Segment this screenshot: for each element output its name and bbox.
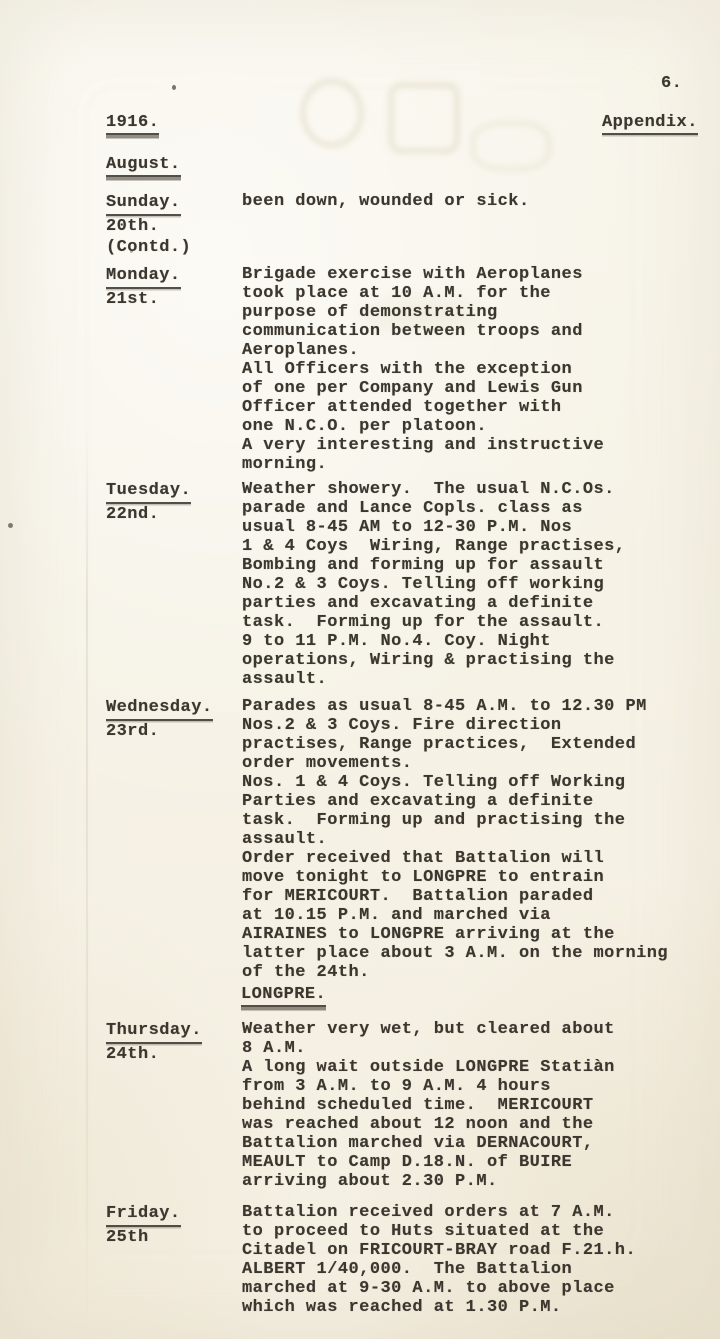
entry-line: usual 8-45 AM to 12-30 P.M. Nos [242, 518, 573, 537]
entry-date: 22nd. [106, 505, 160, 524]
entry-line: order movements. [242, 754, 413, 773]
entry-line: 8 A.M. [242, 1039, 306, 1058]
entry-line: communication between troops and [242, 322, 583, 341]
entry-line: one N.C.O. per platoon. [242, 417, 487, 436]
entry-date-label [106, 1203, 242, 1248]
entry-line: marched at 9-30 A.M. to above place [242, 1279, 615, 1298]
entry-line: assault. [242, 670, 328, 689]
entry-body [242, 1203, 712, 1317]
entry-line: AIRAINES to LONGPRE arriving at the [242, 925, 615, 944]
year-heading: 1916. [106, 113, 159, 135]
entry-line: of the 24th. [242, 963, 370, 982]
diary-entry-thursday-24th [106, 1020, 712, 1191]
location-subheading: LONGPRE. [241, 985, 326, 1007]
entry-day: Tuesday. [106, 480, 191, 504]
entry-day: Thursday. [106, 1020, 202, 1044]
page-number: 6. [661, 74, 683, 93]
entry-line: Parades as usual 8-45 A.M. to 12.30 PM [242, 697, 647, 716]
entry-line: been down, wounded or sick. [242, 192, 530, 211]
entry-line: took place at 10 A.M. for the [242, 284, 551, 303]
entry-date: 21st. [106, 290, 160, 309]
entry-line: Battalion marched via DERNACOURT, [242, 1134, 594, 1153]
ink-ghost-impression [388, 82, 460, 154]
fold-crease [86, 420, 88, 1339]
entry-line: task. Forming up and practising the [242, 811, 626, 830]
diary-entry-friday-25th [106, 1203, 712, 1317]
entry-line: morning. [242, 455, 328, 474]
entry-line: at 10.15 P.M. and marched via [242, 906, 551, 925]
entry-line: which was reached at 1.30 P.M. [242, 1298, 562, 1317]
entry-line: Weather showery. The usual N.C.Os. [242, 480, 615, 499]
entry-line: to proceed to Huts situated at the [242, 1222, 605, 1241]
entry-date-label [106, 192, 242, 258]
entry-line: behind scheduled time. MERICOURT [242, 1096, 594, 1115]
entry-line: Weather very wet, but cleared about [242, 1020, 615, 1039]
entry-line: arriving about 2.30 P.M. [242, 1172, 498, 1191]
ink-ghost-impression [470, 120, 552, 172]
entry-line: of one per Company and Lewis Gun [242, 379, 583, 398]
entry-body [242, 480, 712, 689]
entry-line: 9 to 11 P.M. No.4. Coy. Night [242, 632, 551, 651]
entry-line: practises, Range practices, Extended [242, 735, 637, 754]
ink-ghost-impression [300, 78, 364, 148]
entry-date-label [106, 265, 242, 310]
entry-line: A very interesting and instructive [242, 436, 605, 455]
entry-line: was reached about 12 noon and the [242, 1115, 594, 1134]
entry-line: ALBERT 1/40,000. The Battalion [242, 1260, 573, 1279]
diary-entry-sunday-20th [106, 192, 712, 258]
diary-entry-wednesday-23rd [106, 697, 712, 982]
entry-body [242, 1020, 712, 1191]
entry-line: task. Forming up for the assault. [242, 613, 605, 632]
entry-contd-note: (Contd.) [106, 238, 192, 257]
appendix-heading: Appendix. [602, 113, 698, 135]
diary-entry-tuesday-22nd [106, 480, 712, 689]
entry-line: parade and Lance Copls. class as [242, 499, 583, 518]
entry-line: move tonight to LONGPRE to entrain [242, 868, 605, 887]
entry-line: A long wait outside LONGPRE Statiàn [242, 1058, 615, 1077]
diary-entry-monday-21st [106, 265, 712, 474]
entry-line: No.2 & 3 Coys. Telling off working [242, 575, 605, 594]
entry-date-label [106, 1020, 242, 1065]
month-heading: August. [106, 155, 181, 177]
entry-line: Officer attended together with [242, 398, 562, 417]
entry-line: operations, Wiring & practising the [242, 651, 615, 670]
entry-line: purpose of demonstrating [242, 303, 498, 322]
entry-date: 25th [106, 1228, 149, 1247]
entry-line: parties and excavating a definite [242, 594, 594, 613]
paper-speck [172, 85, 176, 90]
entry-date-label [106, 697, 242, 742]
entry-line: from 3 A.M. to 9 A.M. 4 hours [242, 1077, 551, 1096]
entry-date: 20th. [106, 217, 160, 236]
entry-line: Bombing and forming up for assault [242, 556, 605, 575]
entry-line: Order received that Battalion will [242, 849, 605, 868]
entry-day: Friday. [106, 1203, 181, 1227]
entry-line: 1 & 4 Coys Wiring, Range practises, [242, 537, 626, 556]
entry-line: assault. [242, 830, 328, 849]
entry-body [242, 697, 712, 982]
entry-date: 24th. [106, 1045, 160, 1064]
entry-body [242, 192, 712, 211]
entry-line: Nos. 1 & 4 Coys. Telling off Working [242, 773, 626, 792]
entry-day: Sunday. [106, 192, 181, 216]
entry-line: MEAULT to Camp D.18.N. of BUIRE [242, 1153, 573, 1172]
entry-line: Brigade exercise with Aeroplanes [242, 265, 583, 284]
paper-speck [8, 523, 13, 528]
entry-date-label [106, 480, 242, 525]
entry-date: 23rd. [106, 722, 160, 741]
entry-line: Citadel on FRICOURT-BRAY road F.21.h. [242, 1241, 637, 1260]
entry-line: All Officers with the exception [242, 360, 573, 379]
entry-line: Battalion received orders at 7 A.M. [242, 1203, 615, 1222]
entry-line: for MERICOURT. Battalion paraded [242, 887, 594, 906]
entry-line: latter place about 3 A.M. on the morning [242, 944, 669, 963]
entry-line: Parties and excavating a definite [242, 792, 594, 811]
entry-line: Aeroplanes. [242, 341, 360, 360]
entry-day: Monday. [106, 265, 181, 289]
entry-day: Wednesday. [106, 697, 213, 721]
entry-body [242, 265, 712, 474]
entry-line: Nos.2 & 3 Coys. Fire direction [242, 716, 562, 735]
